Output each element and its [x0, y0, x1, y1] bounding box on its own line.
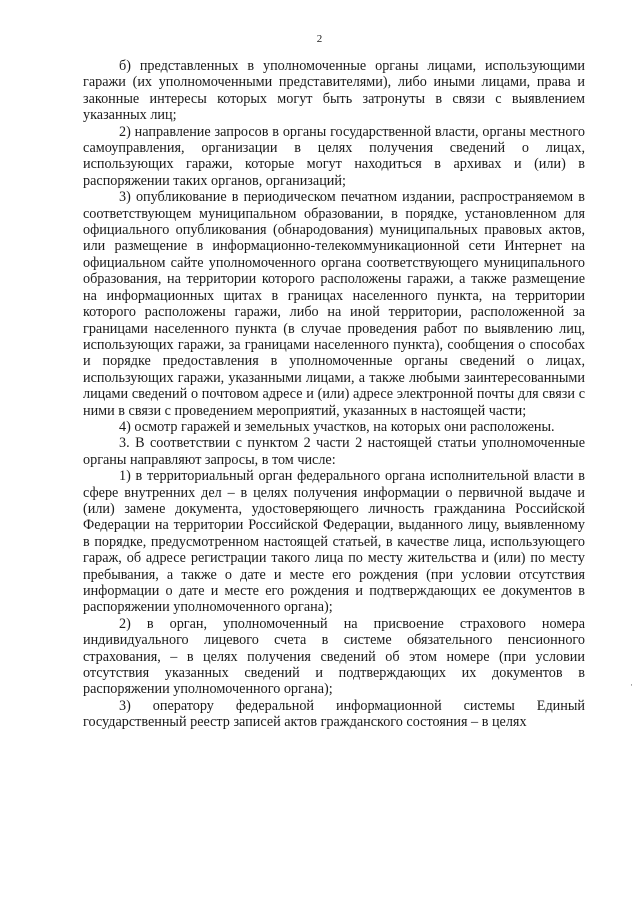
margin-mark: · — [630, 680, 633, 690]
paragraph-request-2: 2) в орган, уполномоченный на присвоение страхового номера индивидуального лицевого счета в системе обязательного пенсионного страхования, – в целях получения сведений об этом номере (при условии отсутствия указанных сведений и подтверждающих их документов в распоряжении уполномоченного органа); — [83, 615, 585, 698]
page-number: 2 — [316, 33, 323, 45]
paragraph-request-1: 1) в территориальный орган федерального органа исполнительной власти в сфере внутренних дел – в целях получения информации о первичной выдаче и (или) замене документа, удостоверяющего личность гражданина Российской Федерации на территории Российской Федерации, выданного лицу, выявленному в порядке, предусмотренном настоящей статьей, в качестве лица, использующего гараж, об адресе регистрации такого лица по месту жительства и (или) по месту пребывания, а также о дате и месте его рождения (при условии отсутствия информации о дате и месте его рождения и подтверждающих ее документов в распоряжении уполномоченного органа); — [83, 468, 585, 616]
paragraph-item-4: 4) осмотр гаражей и земельных участков, на которых они расположены. — [119, 418, 555, 435]
paragraph-item-3: 3) опубликование в периодическом печатном издании, распространяемом в соответствующем муниципальном образовании, в порядке, установленном для официального опубликования (обнародования) муниципальных правовых актов, или размещение в информационно-телекоммуникационной сети Интернет на официальном сайте уполномоченного органа соответствующего муниципального образования, на территории которого расположены гаражи, а также размещение на информационных щитах в границах населенного пункта, на территории которого расположены гаражи, либо на иной территории, расположенной за границами населенного пункта (в случае проведения работ по выявлению лиц, использующих гаражи, за границами населенного пункта), сообщения о способах и порядке предоставления в уполномоченные органы сведений о лицах, использующих гаражи, указанными лицами, а также любыми заинтересованными лицами сведений о почтовом адресе и (или) адресе электронной почты для связи с ними в связи с проведением мероприятий, указанных в настоящей части; — [83, 189, 585, 419]
paragraph-section-3: 3. В соответствии с пунктом 2 части 2 настоящей статьи уполномоченные органы направляют запросы, в том числе: — [83, 435, 585, 468]
paragraph-request-3: 3) оператору федеральной информационной системы Единый государственный реестр записей актов гражданского состояния – в целях — [83, 697, 585, 731]
paragraph-item-2: 2) направление запросов в органы государственной власти, органы местного самоуправления, организации в целях получения сведений о лицах, использующих гаражи, которые могут находиться в архивах и (или) в распоряжении таких органов, организаций; — [83, 123, 585, 189]
paragraph-b: б) представленных в уполномоченные органы лицами, использующими гаражи (их уполномоченными представителями), либо иными лицами, права и законные интересы которых могут быть затронуты в связи с выявлением указанных лиц; — [83, 58, 585, 124]
document-body — [83, 58, 585, 731]
